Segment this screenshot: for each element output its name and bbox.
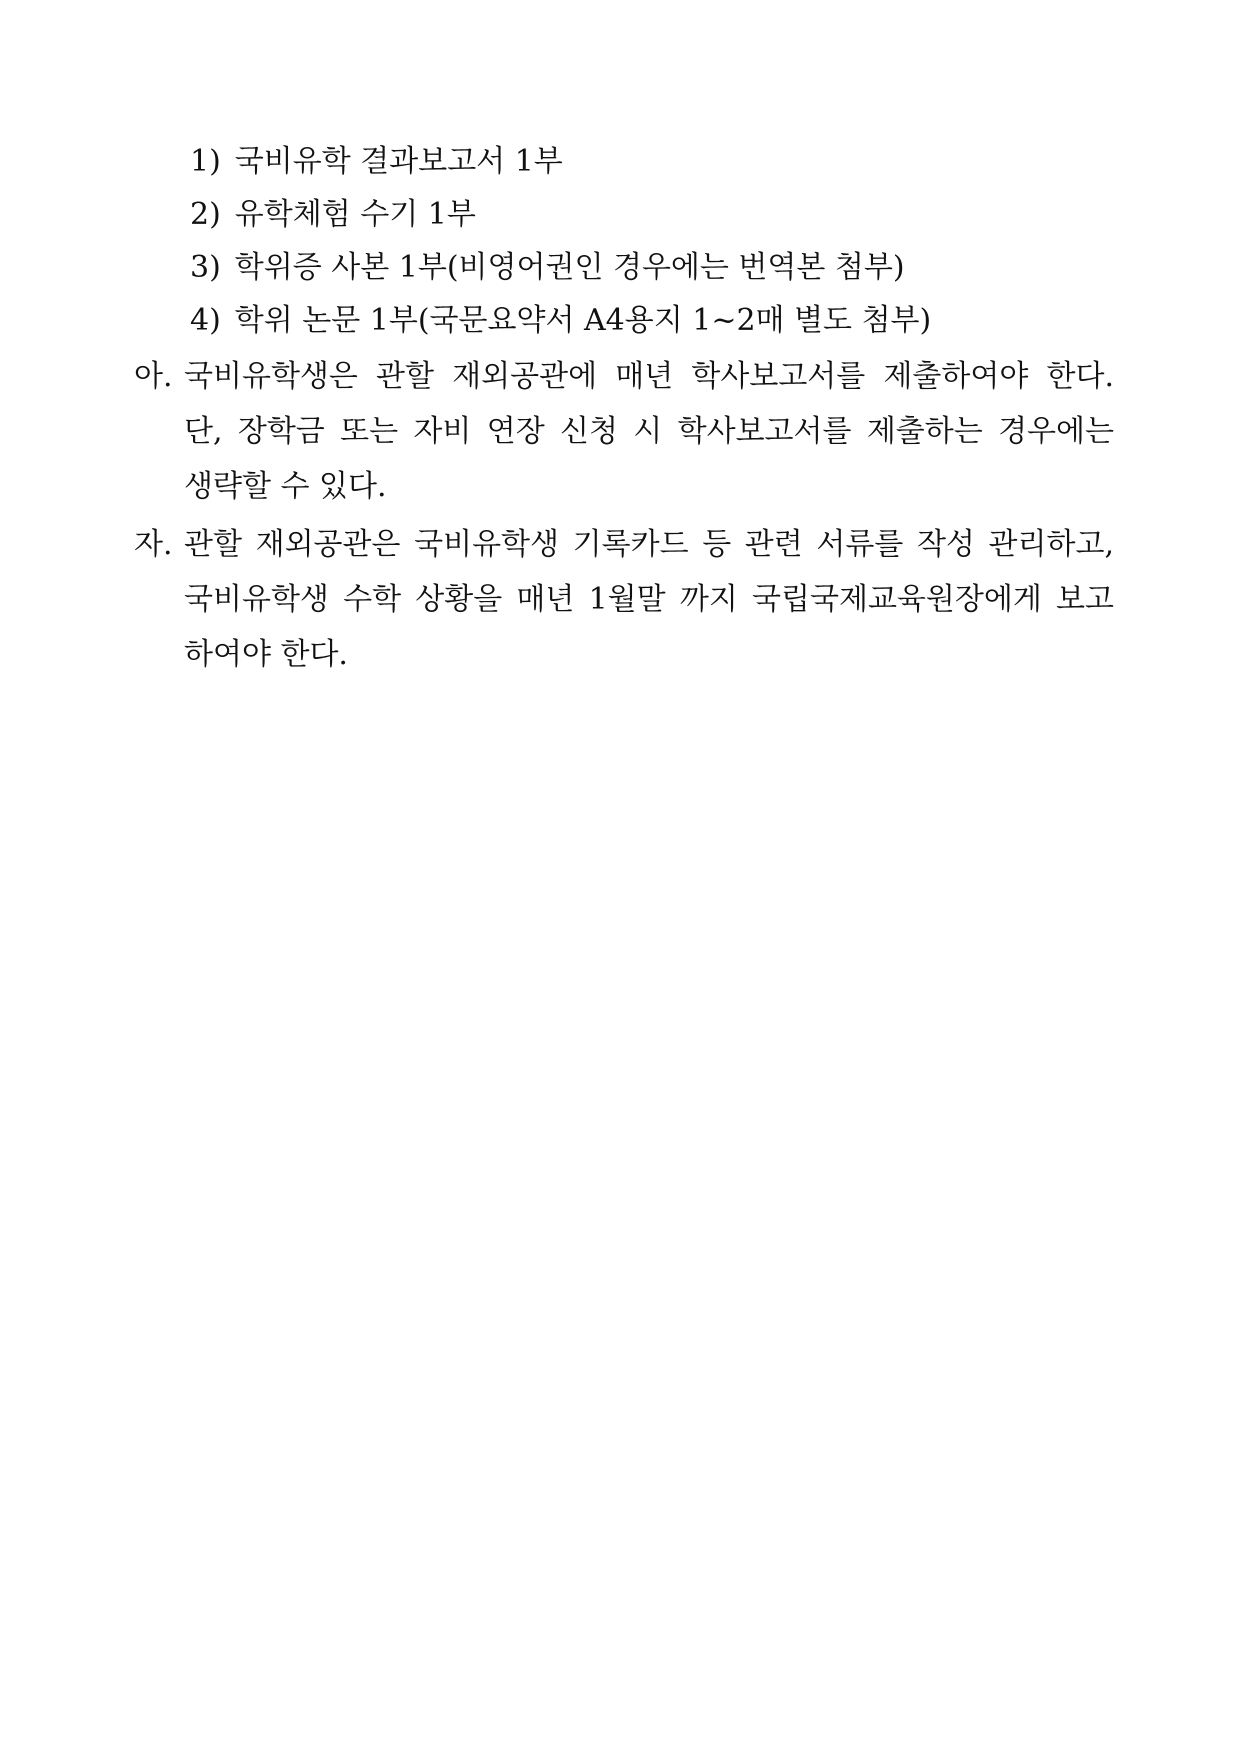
list-item-marker: 3) [190, 250, 221, 285]
paragraph-b-line-2 [184, 573, 1114, 627]
list-item-text: 학위 논문 1부(국문요약서 A4용지 1~2매 별도 첨부) [234, 303, 932, 338]
paragraph-text: 관할 재외공관은 국비유학생 기록카드 등 관련 서류를 작성 관리하고, [184, 527, 1114, 562]
list-item-4 [190, 294, 931, 348]
paragraph-marker: 아. [134, 359, 173, 394]
paragraph-b-line-3 [184, 628, 1114, 682]
paragraph-a-line-2 [184, 405, 1114, 459]
list-item-text: 유학체험 수기 1부 [234, 197, 476, 232]
list-item-marker: 2) [190, 197, 221, 232]
paragraph-a-line-3 [184, 460, 1114, 514]
paragraph-b-line-1 [134, 518, 1114, 572]
paragraph-text: 단, 장학금 또는 자비 연장 신청 시 학사보고서를 제출하는 경우에는 [184, 414, 1114, 449]
list-item-2 [190, 188, 476, 242]
list-item-marker: 1) [190, 144, 221, 179]
list-item-text: 학위증 사본 1부(비영어권인 경우에는 번역본 첨부) [234, 250, 905, 285]
list-item-1 [190, 135, 563, 189]
paragraph-text: 국비유학생은 관할 재외공관에 매년 학사보고서를 제출하여야 한다. [184, 359, 1114, 394]
paragraph-text: 국비유학생 수학 상황을 매년 1월말 까지 국립국제교육원장에게 보고 [184, 582, 1114, 617]
list-item-3 [190, 241, 905, 295]
paragraph-marker: 자. [134, 527, 173, 562]
paragraph-a-line-1 [134, 350, 1114, 404]
paragraph-text: 하여야 한다. [184, 637, 348, 672]
list-item-text: 국비유학 결과보고서 1부 [234, 144, 563, 179]
list-item-marker: 4) [190, 303, 221, 338]
paragraph-text: 생략할 수 있다. [184, 469, 387, 504]
